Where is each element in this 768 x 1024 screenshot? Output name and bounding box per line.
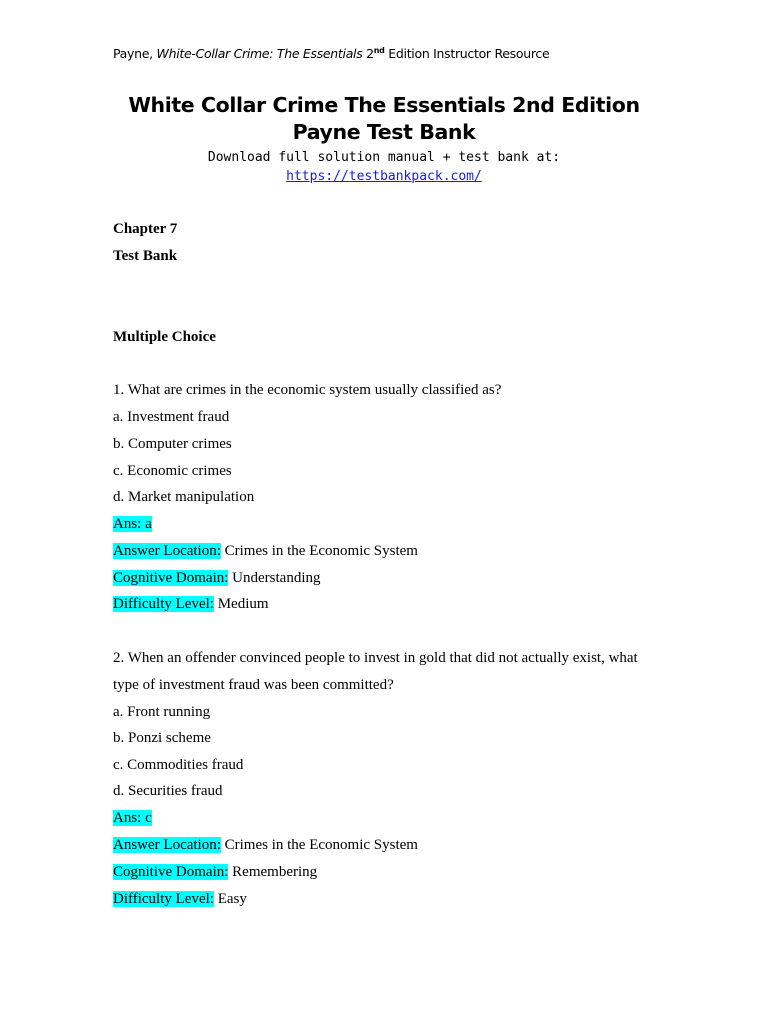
title-block bbox=[0, 92, 768, 186]
question-2-answer-location bbox=[113, 835, 418, 855]
question-1-answer bbox=[113, 514, 152, 534]
question-2-option-a: a. Front running bbox=[113, 704, 211, 720]
difficulty-level-label: Difficulty Level: bbox=[113, 891, 214, 907]
question-1-option-b: b. Computer crimes bbox=[113, 436, 232, 452]
question-1-option-a: a. Investment fraud bbox=[113, 409, 230, 425]
download-note: Download full solution manual + test bank at: bbox=[207, 150, 561, 165]
question-1-answer-highlight: Ans: a bbox=[113, 516, 152, 532]
header-edition-number: 2 bbox=[366, 46, 374, 61]
question-2-cognitive-domain bbox=[113, 862, 317, 882]
question-2-option-d: d. Securities fraud bbox=[113, 783, 223, 799]
difficulty-level-value: Easy bbox=[217, 891, 247, 907]
test-bank-heading: Test Bank bbox=[113, 248, 178, 264]
question-2-option-c: c. Commodities fraud bbox=[113, 757, 244, 773]
question-1-option-d: d. Market manipulation bbox=[113, 489, 255, 505]
question-2-answer bbox=[113, 808, 152, 828]
question-2-difficulty bbox=[113, 889, 247, 909]
document-title-line-1: White Collar Crime The Essentials 2nd Edition bbox=[128, 93, 640, 117]
chapter-heading: Chapter 7 bbox=[113, 221, 178, 237]
question-2-answer-highlight: Ans: c bbox=[113, 810, 152, 826]
answer-location-value: Crimes in the Economic System bbox=[224, 837, 418, 853]
question-1-stem: 1. What are crimes in the economic system usually classified as? bbox=[113, 382, 502, 398]
header-author: Payne, bbox=[113, 46, 153, 61]
document-title-line-2: Payne Test Bank bbox=[292, 120, 476, 144]
cognitive-domain-value: Understanding bbox=[232, 570, 321, 586]
answer-location-label: Answer Location: bbox=[113, 837, 221, 853]
header-edition-rest: Edition Instructor Resource bbox=[388, 46, 550, 61]
header-edition-superscript: nd bbox=[373, 46, 385, 55]
question-2-stem-line-2: type of investment fraud was been committed? bbox=[113, 677, 394, 693]
question-1-answer-location bbox=[113, 541, 418, 561]
cognitive-domain-label: Cognitive Domain: bbox=[113, 864, 229, 880]
answer-location-label: Answer Location: bbox=[113, 543, 221, 559]
header-book-title: White-Collar Crime: The Essentials bbox=[156, 46, 363, 61]
question-2-stem-line-1: 2. When an offender convinced people to invest in gold that did not actually exist, what bbox=[113, 650, 638, 666]
question-1-cognitive-domain bbox=[113, 568, 321, 588]
running-header bbox=[113, 46, 549, 61]
cognitive-domain-label: Cognitive Domain: bbox=[113, 570, 229, 586]
question-1-option-c: c. Economic crimes bbox=[113, 463, 232, 479]
download-link[interactable]: https://testbankpack.com/ bbox=[286, 169, 482, 184]
difficulty-level-label: Difficulty Level: bbox=[113, 596, 214, 612]
section-heading: Multiple Choice bbox=[113, 329, 216, 345]
difficulty-level-value: Medium bbox=[217, 596, 269, 612]
question-2-option-b: b. Ponzi scheme bbox=[113, 730, 211, 746]
cognitive-domain-value: Remembering bbox=[232, 864, 318, 880]
question-1-difficulty bbox=[113, 594, 269, 614]
answer-location-value: Crimes in the Economic System bbox=[224, 543, 418, 559]
